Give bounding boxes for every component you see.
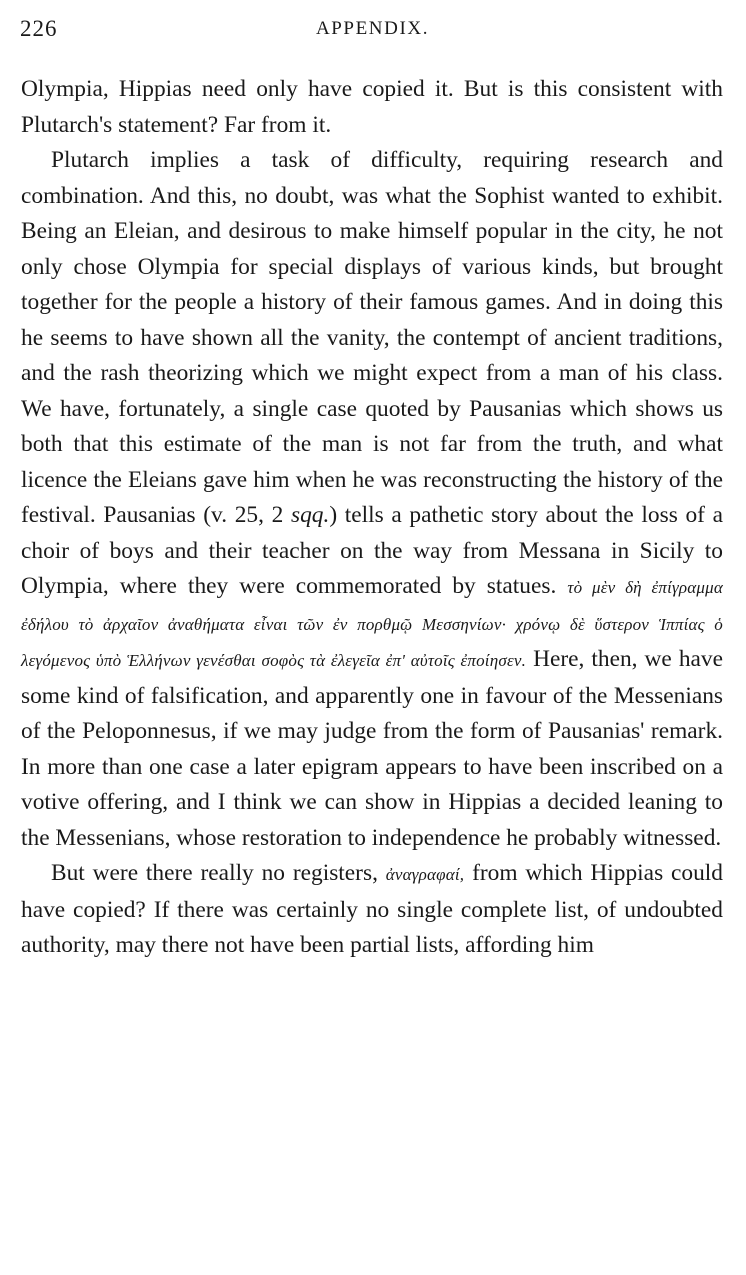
paragraph-2 bbox=[21, 143, 723, 856]
text-segment: Here, then, we have some kind of falsification, and apparently one in favour of the Messenians of the Peloponnesus, if we may judge from the form of Pausanias' remark. In more than one case a later epigram appears to have been inscribed on a votive offering, and I think we can show in Hippias a decided leaning to the Messenians, whose restoration to independence he probably witnessed. bbox=[21, 646, 723, 851]
text-segment: ) tells a pathetic story about the loss of a choir of boys and their teacher on the way from Messana in Sicily to Olympia, where they were commemorated by statues. bbox=[21, 502, 723, 599]
text-segment: Plutarch implies a task of difficulty, requiring research and combination. And this, no doubt, was what the Sophist wanted to exhibit. Being an Eleian, and desirous to make himself popular in the city, he not only chose Olympia for special displays of various kinds, but brought together for the people a history of their famous games. And in doing this he seems to have shown all the vanity, the contempt of ancient traditions, and the rash theorizing which we might expect from a man of his class. We have, fortunately, a single case quoted by Pausanias which shows us both that this estimate of the man is not far from the truth, and what licence the Eleians gave him when he was reconstructing the history of the festival. Pausanias (v. 25, 2 bbox=[21, 147, 723, 528]
greek-term: ἀναγραφαί, bbox=[385, 865, 465, 884]
body-text bbox=[21, 72, 723, 964]
text-segment: Olympia, Hippias need only have copied it. But is this consistent with Plutarch's statement? Far from it. bbox=[21, 76, 723, 138]
running-head: APPENDIX. bbox=[315, 18, 430, 39]
page-header bbox=[20, 16, 725, 50]
italic-abbreviation: sqq. bbox=[290, 502, 330, 528]
text-segment: But were there really no registers, bbox=[51, 860, 386, 886]
paragraph-3 bbox=[21, 856, 723, 964]
greek-quotation: τὸ μὲν δὴ ἐπίγραμμα ἐδήλου τὸ ἀρχαῖον ἀναθήματα εἶναι τῶν ἐν πορθμῷ Μεσσηνίων· χρόνῳ δὲ ὕστερον Ἱππίας ὁ λεγόμενος ὑπὸ Ἑλλήνων γενέσθαι σοφὸς τὰ ἐλεγεῖα ἐπ' αὐτοῖς ἐποίησεν. bbox=[21, 578, 723, 670]
text-segment: from which Hippias could have copied? If there was certainly no single complete list, of undoubted authority, may there not have been partial lists, affording him bbox=[21, 860, 723, 958]
page-number: 226 bbox=[20, 16, 58, 41]
paragraph-1 bbox=[21, 72, 723, 143]
